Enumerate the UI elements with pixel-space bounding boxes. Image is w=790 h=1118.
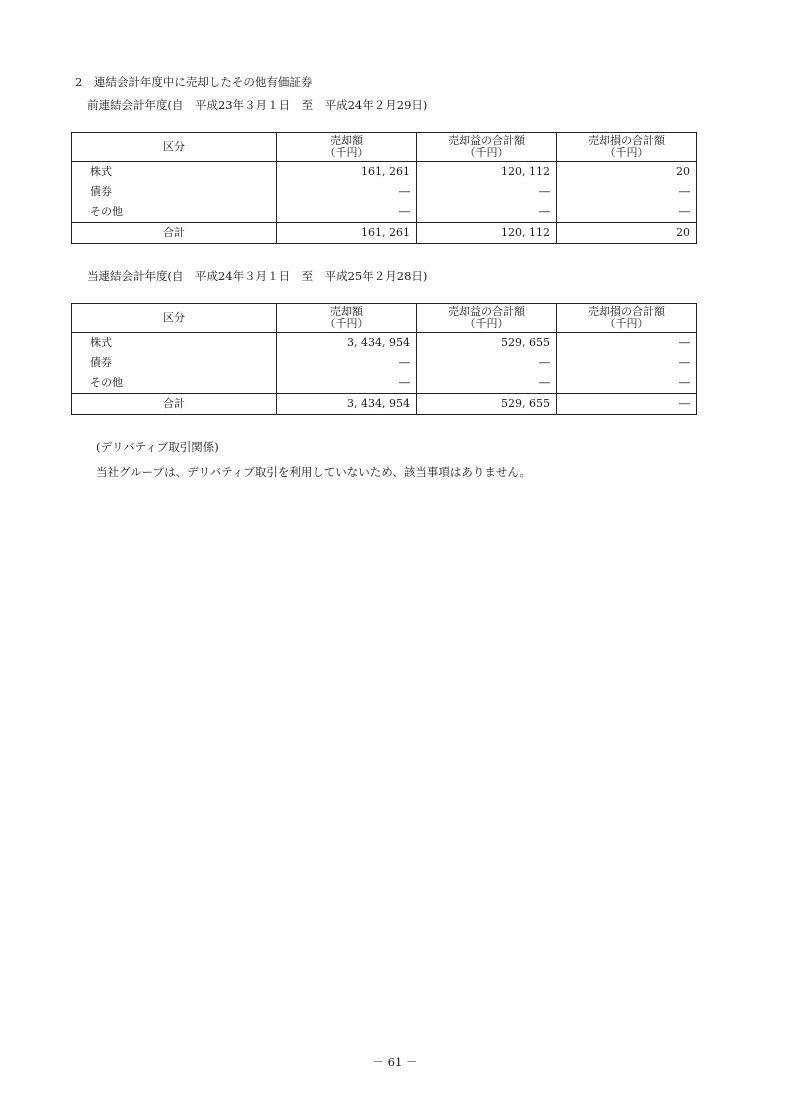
table-row (72, 162, 697, 183)
curr-year-table (71, 303, 697, 415)
table-row (72, 373, 697, 394)
header-unit: （千円） (464, 146, 509, 159)
gain-cell: 120, 112 (417, 162, 557, 183)
row-label: 株式 (72, 162, 277, 183)
total-sale-cell: 161, 261 (277, 223, 417, 244)
row-label: 株式 (72, 333, 277, 354)
gain-cell: ― (417, 182, 557, 202)
header-unit: （千円） (324, 146, 369, 159)
prev-year-period: 前連結会計年度(自 平成23年３月１日 至 平成24年２月29日) (87, 98, 428, 112)
header-gain-total-label: 売却益の合計額 (448, 305, 525, 318)
total-loss-cell: 20 (557, 223, 697, 244)
header-sale-amount-label: 売却額 (330, 305, 363, 318)
total-gain-cell: 120, 112 (417, 223, 557, 244)
header-loss-total-label: 売却損の合計額 (588, 134, 665, 147)
header-unit: （千円） (464, 317, 509, 330)
table-row (72, 353, 697, 373)
loss-cell: ― (557, 353, 697, 373)
loss-cell: ― (557, 333, 697, 354)
header-category: 区分 (72, 304, 277, 333)
sale-cell: ― (277, 202, 417, 223)
sale-cell: ― (277, 373, 417, 394)
header-unit: （千円） (604, 146, 649, 159)
total-row (72, 223, 697, 244)
table-header-row (72, 304, 697, 333)
total-label: 合計 (72, 223, 277, 244)
header-loss-total (557, 304, 697, 333)
total-label: 合計 (72, 394, 277, 415)
total-row (72, 394, 697, 415)
header-loss-total (557, 133, 697, 162)
header-sale-amount (277, 304, 417, 333)
derivatives-text: 当社グループは、デリバティブ取引を利用していないため、該当事項はありません。 (96, 465, 532, 479)
curr-year-period: 当連結会計年度(自 平成24年３月１日 至 平成25年２月28日) (87, 269, 428, 283)
row-label: その他 (72, 202, 277, 223)
table-row (72, 202, 697, 223)
loss-cell: 20 (557, 162, 697, 183)
gain-cell: ― (417, 202, 557, 223)
header-category: 区分 (72, 133, 277, 162)
header-loss-total-label: 売却損の合計額 (588, 305, 665, 318)
row-label: その他 (72, 373, 277, 394)
header-unit: （千円） (604, 317, 649, 330)
header-sale-amount (277, 133, 417, 162)
total-gain-cell: 529, 655 (417, 394, 557, 415)
section-heading: 2 連結会計年度中に売却したその他有価証券 (75, 75, 313, 89)
row-label: 債券 (72, 353, 277, 373)
gain-cell: ― (417, 353, 557, 373)
sale-cell: ― (277, 353, 417, 373)
loss-cell: ― (557, 373, 697, 394)
prev-year-table (71, 132, 697, 244)
header-gain-total (417, 304, 557, 333)
header-gain-total-label: 売却益の合計額 (448, 134, 525, 147)
header-sale-amount-label: 売却額 (330, 134, 363, 147)
gain-cell: ― (417, 373, 557, 394)
sale-cell: 161, 261 (277, 162, 417, 183)
sale-cell: ― (277, 182, 417, 202)
page-number: － 61 － (372, 1055, 418, 1069)
gain-cell: 529, 655 (417, 333, 557, 354)
total-loss-cell: ― (557, 394, 697, 415)
table-header-row (72, 133, 697, 162)
row-label: 債券 (72, 182, 277, 202)
table-row (72, 182, 697, 202)
total-sale-cell: 3, 434, 954 (277, 394, 417, 415)
derivatives-heading: (デリバティブ取引関係) (96, 440, 219, 454)
loss-cell: ― (557, 202, 697, 223)
loss-cell: ― (557, 182, 697, 202)
table-row (72, 333, 697, 354)
header-gain-total (417, 133, 557, 162)
sale-cell: 3, 434, 954 (277, 333, 417, 354)
header-unit: （千円） (324, 317, 369, 330)
